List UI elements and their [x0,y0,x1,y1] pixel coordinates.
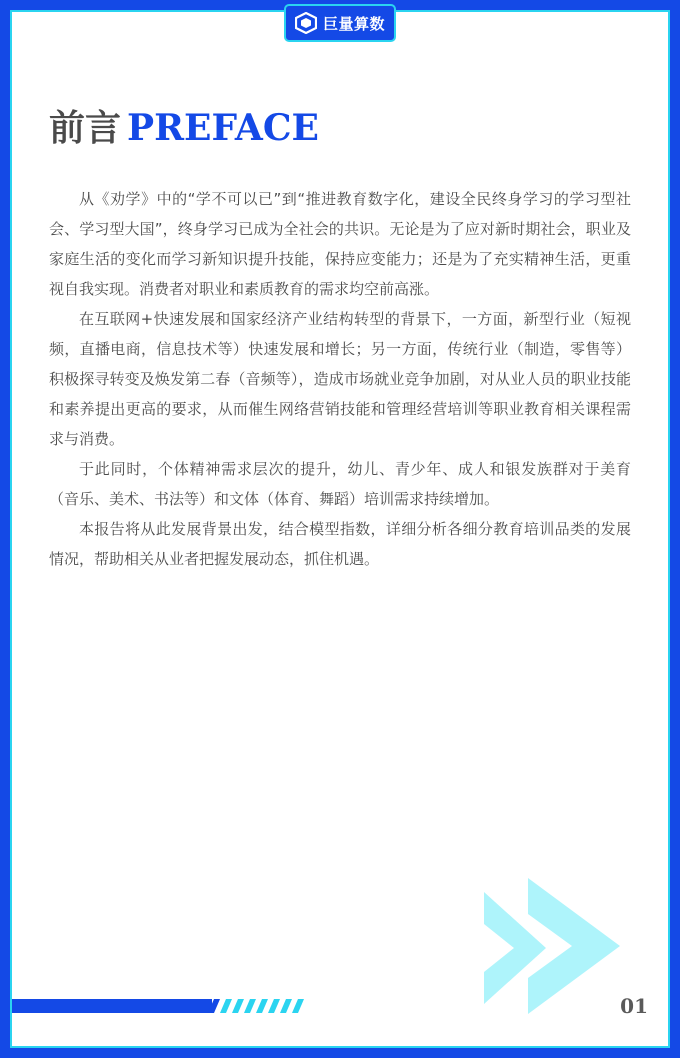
preface-body [49,184,631,574]
title-english: PREFACE [127,107,319,149]
footer-stripes [200,999,306,1013]
brand-name: 巨量算数 [322,14,385,33]
brand-logo-icon [295,12,317,34]
footer-bar [12,999,212,1013]
double-chevron-right-icon [484,878,624,1014]
page-title [49,106,319,150]
title-chinese: 前言 [49,107,122,149]
paragraph: 于此同时，个体精神需求层次的提升，幼儿、青少年、成人和银发族群对于美育（音乐、美术、书法等）和文体（体育、舞蹈）培训需求持续增加。 [49,460,631,508]
page-number: 01 [620,994,648,1018]
paragraph: 从《劝学》中的“学不可以已”到“推进教育数字化，建设全民终身学习的学习型社会、学习型大国”，终身学习已成为全社会的共识。无论是为了应对新时期社会，职业及家庭生活的变化而学习新知识提升技能，保持应变能力；还是为了充实精神生活，更重视自我实现。消费者对职业和素质教育的需求均空前高涨。 [49,190,631,298]
paragraph: 本报告将从此发展背景出发，结合模型指数，详细分析各细分教育培训品类的发展情况，帮助相关从业者把握发展动态，抓住机遇。 [49,520,631,568]
brand-logo-tab [284,4,396,42]
paragraph: 在互联网+快速发展和国家经济产业结构转型的背景下，一方面，新型行业（短视频，直播电商，信息技术等）快速发展和增长；另一方面，传统行业（制造，零售等）积极探寻转变及焕发第二春（音频等），造成市场就业竞争加剧，对从业人员的职业技能和素养提出更高的要求，从而催生网络营销技能和管理经营培训等职业教育相关课程需求与消费。 [49,310,631,448]
